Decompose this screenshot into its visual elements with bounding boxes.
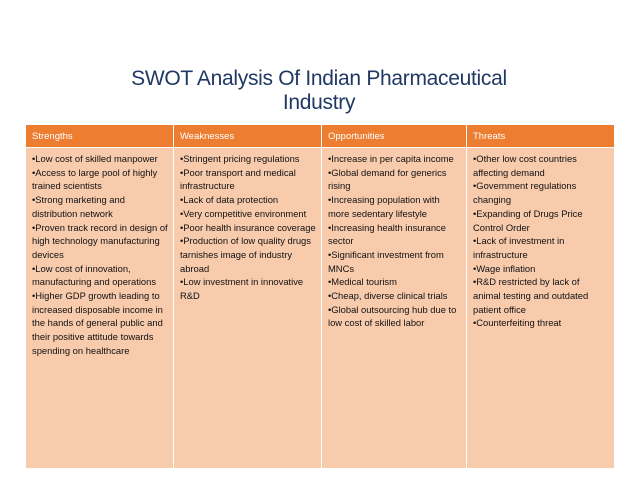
slide-title-line-1: SWOT Analysis Of Indian Pharmaceutical	[131, 67, 507, 90]
threat-item: •Counterfeiting threat	[473, 317, 562, 329]
swot-body-row	[26, 148, 615, 469]
opportunity-item: •Cheap, diverse clinical trials	[328, 290, 448, 302]
strength-item: •Low cost of innovation, manufacturing and operations	[32, 262, 157, 288]
opportunity-item: •Increase in per capita income	[328, 153, 454, 164]
swot-table	[25, 125, 615, 468]
weaknesses-cell	[174, 148, 322, 469]
weakness-item: •Low investment in innovative R&D	[180, 276, 304, 302]
header-opportunities: Opportunities	[322, 125, 467, 148]
strength-item: •Proven track record in design of high technology manufacturing devices	[32, 221, 168, 260]
weakness-item: •Poor transport and medical infrastructure	[180, 166, 296, 192]
swot-header-row	[26, 125, 615, 148]
strength-item: •Strong marketing and distribution network	[32, 194, 125, 219]
strength-item: •Low cost of skilled manpower	[32, 153, 158, 164]
weakness-item: •Very competitive environment	[180, 207, 307, 219]
strengths-cell	[26, 148, 174, 469]
slide-title-line-2: Industry	[282, 91, 356, 114]
threat-item: •R&D restricted by lack of animal testing and outdated patient office	[473, 276, 589, 315]
opportunity-item: •Global outsourcing hub due to low cost of skilled labor	[328, 303, 457, 329]
header-weaknesses: Weaknesses	[174, 125, 322, 148]
opportunity-item: •Increasing population with more sedentary lifestyle	[328, 194, 440, 219]
threat-item: •Expanding of Drugs Price Control Order	[473, 207, 583, 233]
weakness-item: •Lack of data protection	[180, 194, 279, 206]
strength-item: •Higher GDP growth leading to increased disposable income in the hands of general public and their positive attitude towards spending on healthcare	[32, 290, 163, 356]
header-strengths: Strengths	[26, 125, 174, 148]
opportunity-item: •Significant investment from MNCs	[328, 248, 444, 274]
weakness-item: •Stringent pricing regulations	[180, 153, 300, 164]
threat-item: •Lack of investment in infrastructure	[473, 235, 565, 260]
weakness-item: •Production of low quality drugs tarnishes image of industry abroad	[180, 235, 311, 274]
opportunity-item: •Medical tourism	[328, 276, 397, 288]
slide-title	[0, 67, 638, 115]
threats-cell	[467, 148, 615, 469]
threat-item: •Other low cost countries affecting demand	[473, 153, 577, 178]
opportunity-item: •Global demand for generics rising	[328, 166, 447, 192]
threat-item: •Wage inflation	[473, 262, 536, 274]
strength-item: •Access to large pool of highly trained scientists	[32, 166, 158, 192]
header-threats: Threats	[467, 125, 615, 148]
weakness-item: •Poor health insurance coverage	[180, 221, 316, 233]
opportunity-item: •Increasing health insurance sector	[328, 221, 446, 247]
threat-item: •Government regulations changing	[473, 180, 577, 206]
opportunities-cell	[322, 148, 467, 469]
